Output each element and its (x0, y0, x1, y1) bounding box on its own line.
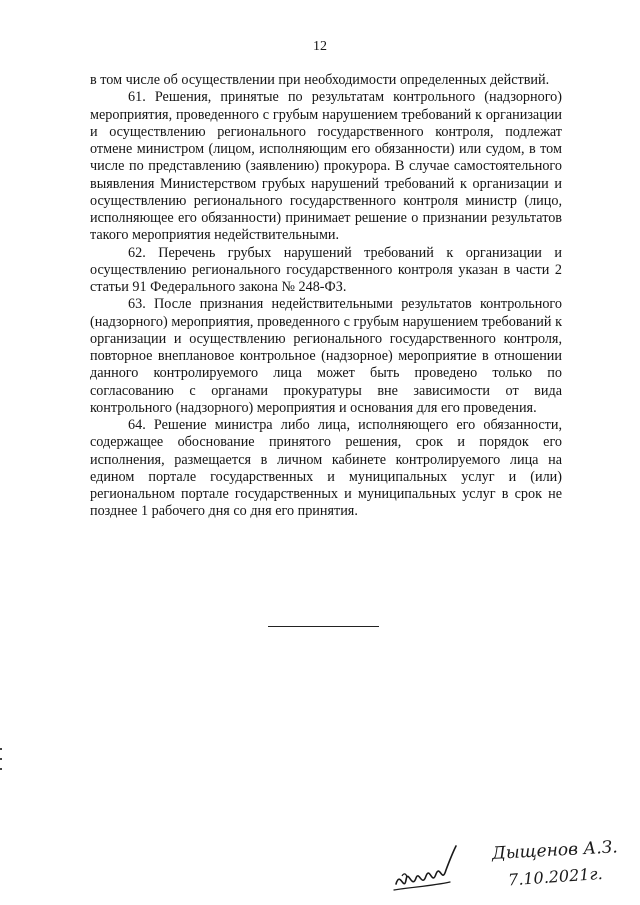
signature-icon (392, 840, 462, 896)
document-body (90, 72, 562, 521)
margin-dot (0, 768, 2, 770)
end-of-text-rule (268, 626, 379, 627)
margin-dot (0, 748, 2, 750)
handwritten-name: Дыщенов А.З. (491, 837, 619, 864)
paragraph-63: 63. После признания недействительными результатов контрольного (надзорного) мероприятия, проведенного с грубым нарушением требований к организации и осуществлению регионального государственного контроля, повторное внеплановое контрольное (надзорное) мероприятие в отношении данного контролируемого лица может быть проведено только по согласованию с органами прокуратуры вне зависимости от вида контрольного (надзорного) мероприятия и основания для его проведения. (90, 296, 562, 416)
paragraph-64: 64. Решение министра либо лица, исполняющего его обязанности, содержащее обоснование принятого решения, срок и порядок его исполнения, размещается в личном кабинете контролируемого лица на едином портале государственных и муниципальных услуг и (или) региональном портале государственных и муниципальных услуг в срок не позднее 1 рабочего дня со дня его принятия. (90, 417, 562, 520)
handwritten-date: 7.10.2021г. (507, 863, 604, 890)
margin-dot (0, 758, 2, 760)
paragraph-61: 61. Решения, принятые по результатам контрольного (надзорного) мероприятия, проведенного с грубым нарушением требований к организации и осуществлению регионального государственного контроля, подлежат отмене министром (лицом, исполняющим его обязанности) или судом, в том числе по представлению (заявлению) прокурора. В случае самостоятельного выявления Министерством грубых нарушений требований к организации и осуществлению регионального государственного контроля министр (лицо, исполняющее его обязанности) принимает решение о признании результатов такого мероприятия недействительными. (90, 89, 562, 244)
handwritten-approval-note (488, 832, 628, 892)
paragraph-62: 62. Перечень грубых нарушений требований к организации и осуществлению регионального государственного контроля указан в части 2 статьи 91 Федерального закона № 248-ФЗ. (90, 244, 562, 295)
paragraph-continuation: в том числе об осуществлении при необходимости определенных действий. (90, 72, 550, 88)
page-number: 12 (313, 39, 327, 54)
margin-marks (0, 748, 3, 782)
